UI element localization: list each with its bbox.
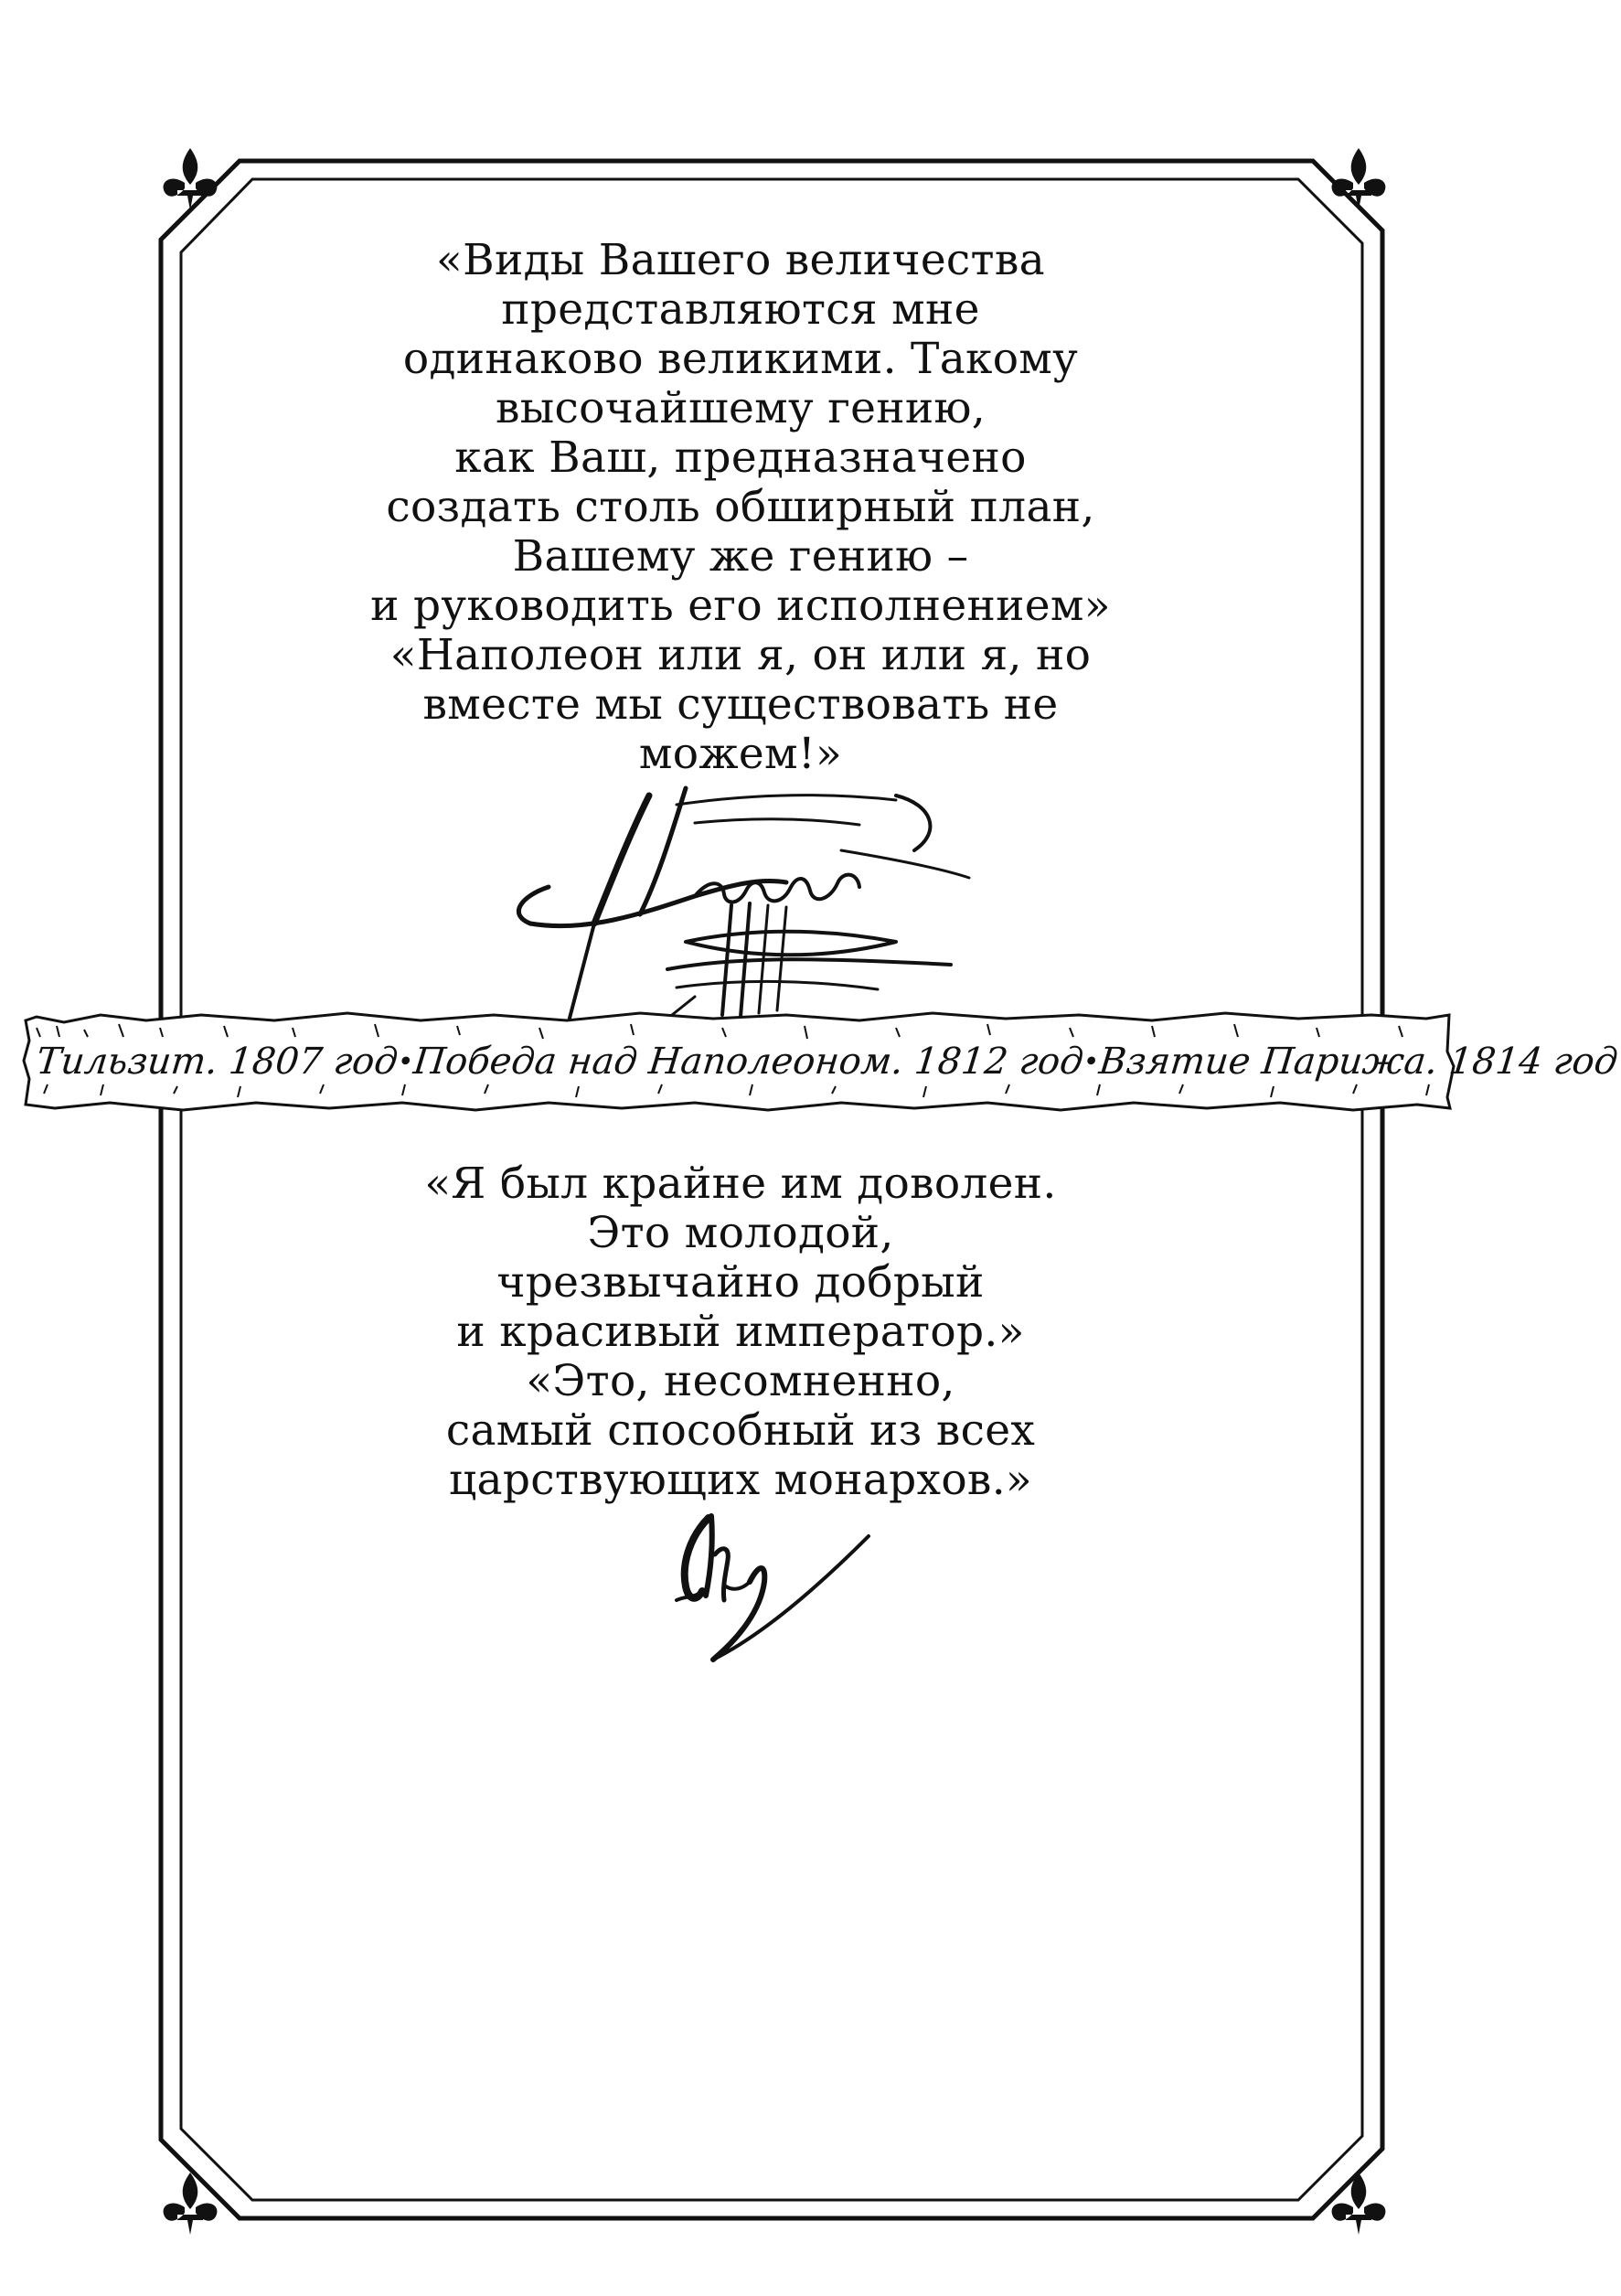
- quote-line: «Виды Вашего величества: [436, 235, 1045, 285]
- bottom-quote: [274, 1159, 1207, 1505]
- quote-line: высочайшему гению,: [496, 383, 986, 433]
- quote-line: можем!»: [638, 729, 843, 779]
- quote-line: самый способный из всех: [445, 1405, 1036, 1456]
- quote-line: чрезвычайно добрый: [496, 1257, 985, 1308]
- quote-line: и руководить его исполнением»: [370, 581, 1111, 631]
- quote-line: представляются мне: [501, 284, 980, 335]
- quote-line: царствующих монархов.»: [448, 1455, 1032, 1505]
- quote-line: Вашему же гению –: [512, 531, 969, 582]
- quote-line: создать столь обширный план,: [386, 482, 1095, 532]
- quote-line: «Наполеон или я, он или я, но: [389, 630, 1092, 680]
- quote-line: вместе мы существовать не: [422, 679, 1059, 730]
- ribbon-separator: •: [395, 1045, 416, 1078]
- ribbon-item-paris: Взятие Парижа. 1814 год: [1097, 1041, 1620, 1083]
- ribbon-item-tilsit: Тильзит. 1807 год: [34, 1041, 400, 1083]
- ribbon-text: [33, 1028, 1620, 1095]
- ribbon-item-victory: Победа над Наполеоном. 1812 год: [411, 1041, 1086, 1083]
- napoleon-signature: [658, 1500, 896, 1673]
- quote-line: «Это, несомненно,: [526, 1356, 955, 1406]
- quote-line: Это молодой,: [587, 1208, 894, 1258]
- quote-line: одинаково великими. Такому: [402, 334, 1079, 384]
- quote-line: как Ваш, предназначено: [454, 433, 1027, 483]
- quote-line: и красивый император.»: [456, 1307, 1025, 1357]
- quote-line: «Я был крайне им доволен.: [424, 1159, 1057, 1209]
- ribbon-separator: •: [1081, 1045, 1102, 1078]
